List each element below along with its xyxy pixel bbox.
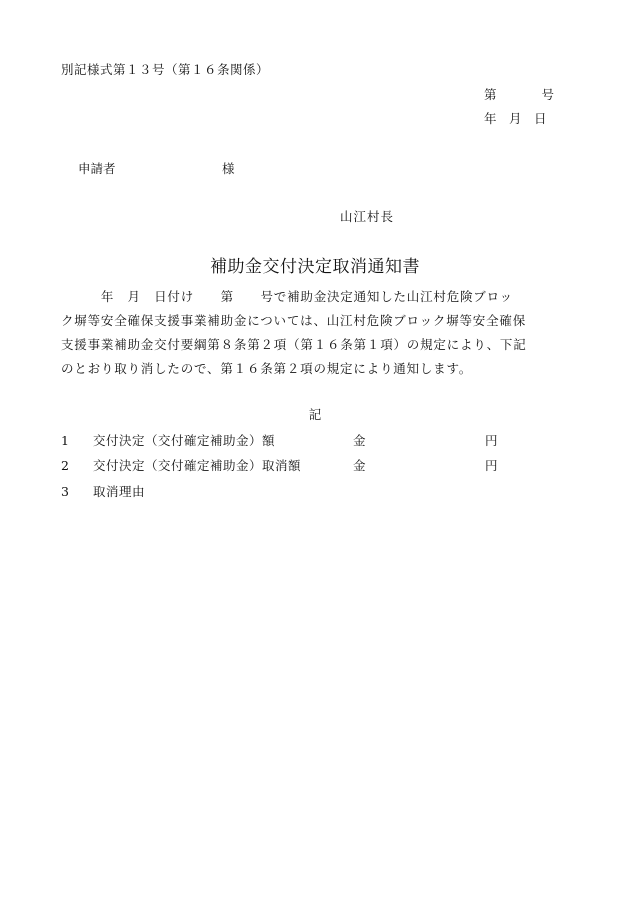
addressee (78, 161, 235, 176)
ki-heading: 記 (308, 407, 322, 422)
notice-body-line: のとおり取り消したので、第１６条第２項の規定により通知します。 (61, 361, 473, 376)
addressee-label: 申請者 (78, 161, 116, 176)
document-number-suffix: 号 (541, 87, 555, 102)
document-title: 補助金交付決定取消通知書 (210, 257, 420, 277)
item-number: 3 (61, 484, 69, 499)
notice-body-line: 年 月 日付け 第 号で補助金決定通知した山江村危険ブロッ (61, 289, 513, 304)
item-unit: 円 (485, 433, 498, 448)
item-number: 2 (61, 458, 69, 473)
notice-body-line: 支援事業補助金交付要綱第８条第２項（第１６条第１項）の規定により、下記 (61, 337, 527, 352)
item-currency: 金 (353, 433, 366, 448)
notice-body (61, 285, 571, 381)
document-number (484, 89, 554, 102)
item-label: 取消理由 (93, 484, 146, 499)
item-label: 交付決定（交付確定補助金）額 (93, 433, 276, 448)
item-unit: 円 (485, 458, 498, 473)
addressee-honorific: 様 (222, 161, 235, 176)
item-number: 1 (61, 433, 69, 448)
issuer: 山江村長 (340, 209, 395, 224)
document-date: 年 月 日 (484, 111, 547, 126)
document-number-prefix: 第 (484, 87, 497, 102)
notice-body-line: ク塀等安全確保支援事業補助金については、山江村危険ブロック塀等安全確保 (61, 313, 527, 328)
item-label: 交付決定（交付確定補助金）取消額 (93, 458, 302, 473)
item-currency: 金 (353, 458, 366, 473)
form-identifier: 別記様式第１３号（第１６条関係） (61, 62, 270, 77)
